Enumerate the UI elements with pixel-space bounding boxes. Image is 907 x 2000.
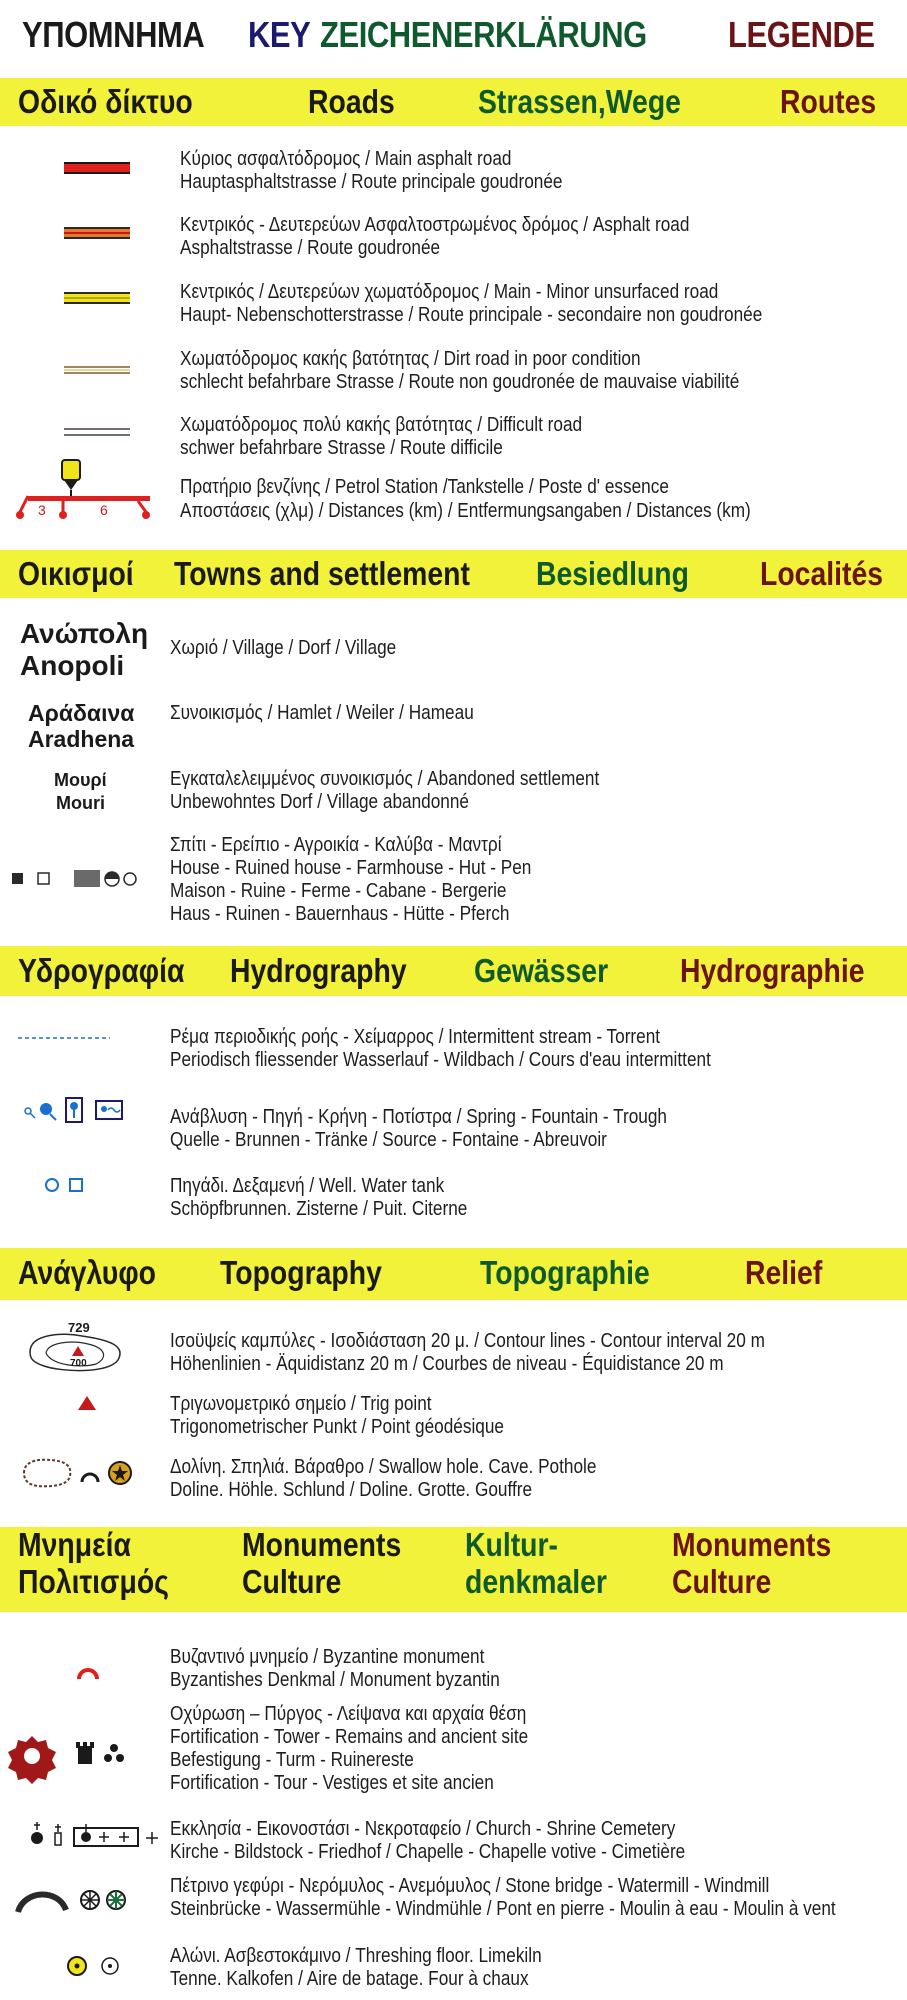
towns-title-greek: Οικισμοί	[18, 555, 134, 592]
road-asphalt-line-2: Asphaltstrasse / Route goudronée	[180, 237, 441, 259]
monuments-title-greek-2: Πολιτισμός	[18, 1563, 169, 1600]
topo-title-german: Topographie	[480, 1254, 650, 1291]
title-german: ZEICHENERKLÄRUNG	[320, 14, 647, 55]
abandoned-name-greek: Μουρί	[54, 770, 107, 790]
byzantine-line-1: Βυζαντινό μνημείο / Byzantine monument	[170, 1646, 485, 1668]
trig-line-2: Trigonometrischer Punkt / Point géodésique	[170, 1416, 504, 1438]
hydro-title-english: Hydrography	[230, 952, 407, 989]
trig-line-1: Τριγωνομετρικό σημείο / Trig point	[170, 1393, 432, 1415]
road-main-asphalt-line-2: Hauptasphaltstrasse / Route principale goudronée	[180, 171, 563, 193]
topo-title-greek: Ανάγλυφο	[18, 1254, 156, 1291]
house-symbols-icon	[12, 868, 162, 890]
fortification-line-4: Fortification - Tour - Vestiges et site ancien	[170, 1772, 494, 1794]
roads-title-french: Routes	[780, 83, 877, 120]
title-english: KEY	[248, 14, 311, 55]
monuments-title-german-2: denkmaler	[465, 1563, 607, 1600]
church-icon	[30, 1820, 164, 1850]
fortification-icon	[4, 1732, 134, 1778]
roads-title-greek: Οδικό δίκτυο	[18, 83, 193, 120]
fortification-line-1: Οχύρωση – Πύργος - Λείψανα και αρχαία θέση	[170, 1703, 527, 1725]
distance-label-6: 6	[100, 502, 108, 518]
topo-title-french: Relief	[745, 1254, 823, 1291]
cave-line-1: Δολίνη. Σπηλιά. Βάραθρο / Swallow hole. Cave. Pothole	[170, 1456, 597, 1478]
house-line-1: Σπίτι - Ερείπιο - Αγροικία - Καλύβα - Μαντρί	[170, 834, 502, 856]
monuments-title-greek-1: Μνημεία	[18, 1526, 131, 1563]
road-unsurfaced-line-1: Κεντρικός / Δευτερεύων χωματόδρομος / Main - Minor unsurfaced road	[180, 281, 719, 303]
distance-label-3: 3	[38, 502, 46, 518]
monuments-title-english-1: Monuments	[242, 1526, 402, 1563]
hydro-title-german: Gewässer	[474, 952, 609, 989]
threshing-line-1: Αλώνι. Ασβεστοκάμινο / Threshing floor. Limekiln	[170, 1945, 542, 1967]
spring-line-1: Ανάβλυση - Πηγή - Κρήνη - Ποτίστρα / Spring - Fountain - Trough	[170, 1106, 667, 1128]
village-name-greek: Ανώπολη	[20, 618, 149, 649]
cave-icon	[20, 1456, 140, 1490]
petrol-station-line-2: Αποστάσεις (χλμ) / Distances (km) / Entfermungsangaben / Distances (km)	[180, 500, 751, 522]
towns-title-english: Towns and settlement	[174, 555, 470, 592]
house-line-3: Maison - Ruine - Ferme - Cabane - Bergerie	[170, 880, 507, 902]
bridge-mill-icon	[16, 1884, 128, 1914]
cave-line-2: Doline. Höhle. Schlund / Doline. Grotte. Gouffre	[170, 1479, 533, 1501]
road-asphalt-line-1: Κεντρικός - Δευτερεύων Ασφαλτοστρωμένος δρόμος / Asphalt road	[180, 214, 690, 236]
fortification-line-2: Fortification - Tower - Remains and ancient site	[170, 1726, 529, 1748]
church-line-1: Εκκλησία - Εικονοστάσι - Νεκροταφείο / Church - Shrine Cemetery	[170, 1818, 676, 1840]
unsurfaced-road-icon	[64, 292, 130, 304]
roads-title-german: Strassen,Wege	[478, 83, 681, 120]
fortification-line-3: Befestigung - Turm - Ruinereste	[170, 1749, 414, 1771]
road-difficult-line-2: schwer befahrbare Strasse / Route difficile	[180, 437, 503, 459]
towns-title-french: Localités	[760, 555, 884, 592]
towns-title-german: Besiedlung	[536, 555, 689, 592]
well-line-2: Schöpfbrunnen. Zisterne / Puit. Citerne	[170, 1198, 468, 1220]
hamlet-line-1: Συνοικισμός / Hamlet / Weiler / Hameau	[170, 702, 474, 724]
monuments-title-french-1: Monuments	[672, 1526, 832, 1563]
road-dirt-line-1: Χωματόδρομος κακής βατότητας / Dirt road in poor condition	[180, 348, 641, 370]
contour-line-2: Höhenlinien - Äquidistanz 20 m / Courbes de niveau - Équidistance 20 m	[170, 1353, 724, 1375]
difficult-road-icon	[64, 428, 130, 436]
petrol-station-line-1: Πρατήριο βενζίνης / Petrol Station /Tankstelle / Poste d' essence	[180, 476, 669, 498]
roads-title-english: Roads	[308, 83, 395, 120]
well-line-1: Πηγάδι. Δεξαμενή / Well. Water tank	[170, 1175, 445, 1197]
abandoned-line-2: Unbewohntes Dorf / Village abandonné	[170, 791, 469, 813]
byzantine-icon	[76, 1663, 100, 1681]
spring-icon	[22, 1096, 126, 1126]
monuments-title-english-2: Culture	[242, 1563, 342, 1600]
road-dirt-line-2: schlecht befahrbare Strasse / Route non goudronée de mauvaise viabilité	[180, 371, 740, 393]
village-line-1: Χωριό / Village / Dorf / Village	[170, 637, 397, 659]
house-line-4: Haus - Ruinen - Bauernhaus - Hütte - Pferch	[170, 903, 510, 925]
main-asphalt-road-icon	[64, 162, 130, 174]
title-french: LEGENDE	[728, 14, 875, 55]
hamlet-name-greek: Αράδαινα	[28, 700, 135, 726]
contour-line-1: Ισοϋψείς καμπύλες - Ισοδιάσταση 20 μ. / Contour lines - Contour interval 20 m	[170, 1330, 765, 1352]
bridge-line-2: Steinbrücke - Wassermühle - Windmühle / Pont en pierre - Moulin à eau - Moulin à vent	[170, 1898, 836, 1920]
house-line-2: House - Ruined house - Farmhouse - Hut - Pen	[170, 857, 532, 879]
threshing-line-2: Tenne. Kalkofen / Aire de batage. Four à chaux	[170, 1968, 529, 1990]
stream-icon	[18, 1036, 110, 1040]
monuments-title-german-1: Kultur-	[465, 1526, 559, 1563]
monuments-title-french-2: Culture	[672, 1563, 772, 1600]
abandoned-name-latin: Mouri	[56, 793, 105, 813]
hydro-title-french: Hydrographie	[680, 952, 865, 989]
spring-line-2: Quelle - Brunnen - Tränke / Source - Fontaine - Abreuvoir	[170, 1129, 607, 1151]
well-icon	[44, 1177, 88, 1193]
contour-label-729: 729	[68, 1320, 90, 1335]
asphalt-road-icon	[64, 227, 130, 239]
village-name-latin: Anopoli	[20, 650, 125, 681]
threshing-icon	[66, 1955, 126, 1977]
stream-line-2: Periodisch fliessender Wasserlauf - Wildbach / Cours d'eau intermittent	[170, 1049, 711, 1071]
road-main-asphalt-line-1: Κύριος ασφαλτόδρομος / Main asphalt road	[180, 148, 512, 170]
church-line-2: Kirche - Bildstock - Friedhof / Chapelle - Chapelle votive - Cimetière	[170, 1841, 686, 1863]
bridge-line-1: Πέτρινο γεφύρι - Νερόμυλος - Ανεμόμυλος / Stone bridge - Watermill - Windmill	[170, 1875, 770, 1897]
petrol-station-distances-icon	[8, 458, 158, 520]
hydro-title-greek: Υδρογραφία	[18, 952, 185, 989]
byzantine-line-2: Byzantishes Denkmal / Monument byzantin	[170, 1669, 500, 1691]
road-difficult-line-1: Χωματόδρομος πολύ κακής βατότητας / Difficult road	[180, 414, 583, 436]
dirt-road-icon	[64, 366, 130, 374]
topo-title-english: Topography	[220, 1254, 382, 1291]
trig-point-icon	[78, 1396, 96, 1410]
hamlet-name-latin: Aradhena	[28, 726, 135, 752]
contour-label-700: 700	[70, 1358, 87, 1369]
road-unsurfaced-line-2: Haupt- Nebenschotterstrasse / Route principale - secondaire non goudronée	[180, 304, 763, 326]
title-greek: ΥΠΟΜΝΗΜΑ	[22, 14, 205, 55]
stream-line-1: Ρέμα περιοδικής ροής - Χείμαρρος / Intermittent stream - Torrent	[170, 1026, 661, 1048]
abandoned-line-1: Εγκαταλελειμμένος συνοικισμός / Abandoned settlement	[170, 768, 600, 790]
